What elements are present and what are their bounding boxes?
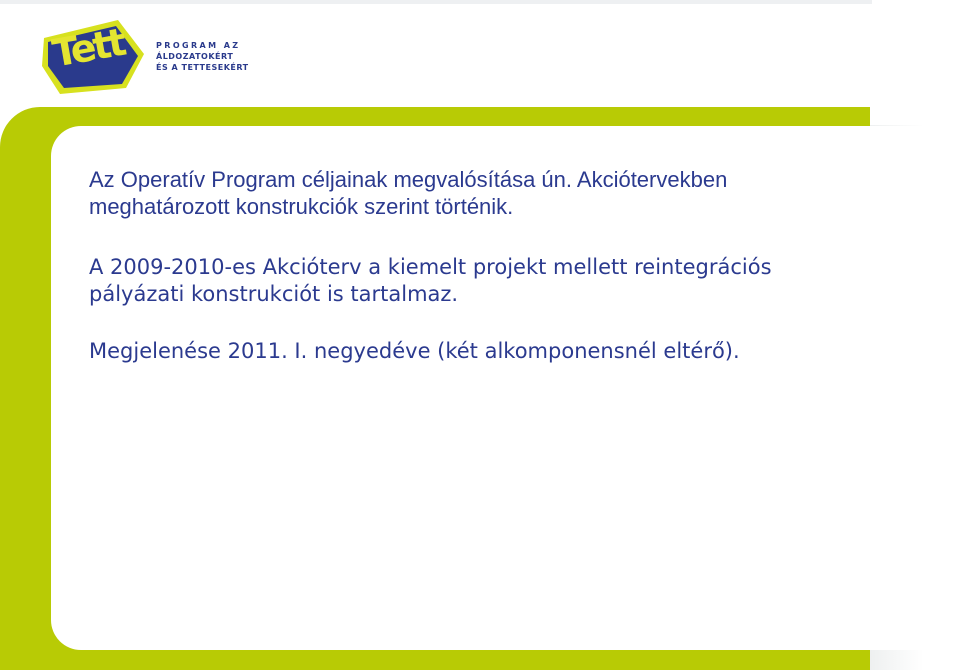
logo-tagline-line1: PROGRAM AZ xyxy=(156,41,241,50)
top-rule xyxy=(0,0,872,4)
paragraph-3: Megjelenése 2011. I. negyedéve (két alkomponensnél eltérő). xyxy=(89,339,740,363)
logo xyxy=(40,16,249,96)
paragraph-2: A 2009-2010-es Akcióterv a kiemelt projekt mellett reintegrációs pályázati konstrukciót is tartalmaz. xyxy=(89,255,772,306)
logo-tagline-line2: ÁLDOZATOKÉRT xyxy=(156,52,234,61)
logo-tagline-line3: ÉS A TETTESEKÉRT xyxy=(156,63,249,72)
paragraph-1: Az Operatív Program céljainak megvalósítása ún. Akciótervekben meghatározott konstrukciók szerint történik. xyxy=(89,167,728,219)
slide-content xyxy=(89,166,869,365)
logo-tagline xyxy=(156,40,249,73)
logo-word: Tett xyxy=(49,20,127,76)
